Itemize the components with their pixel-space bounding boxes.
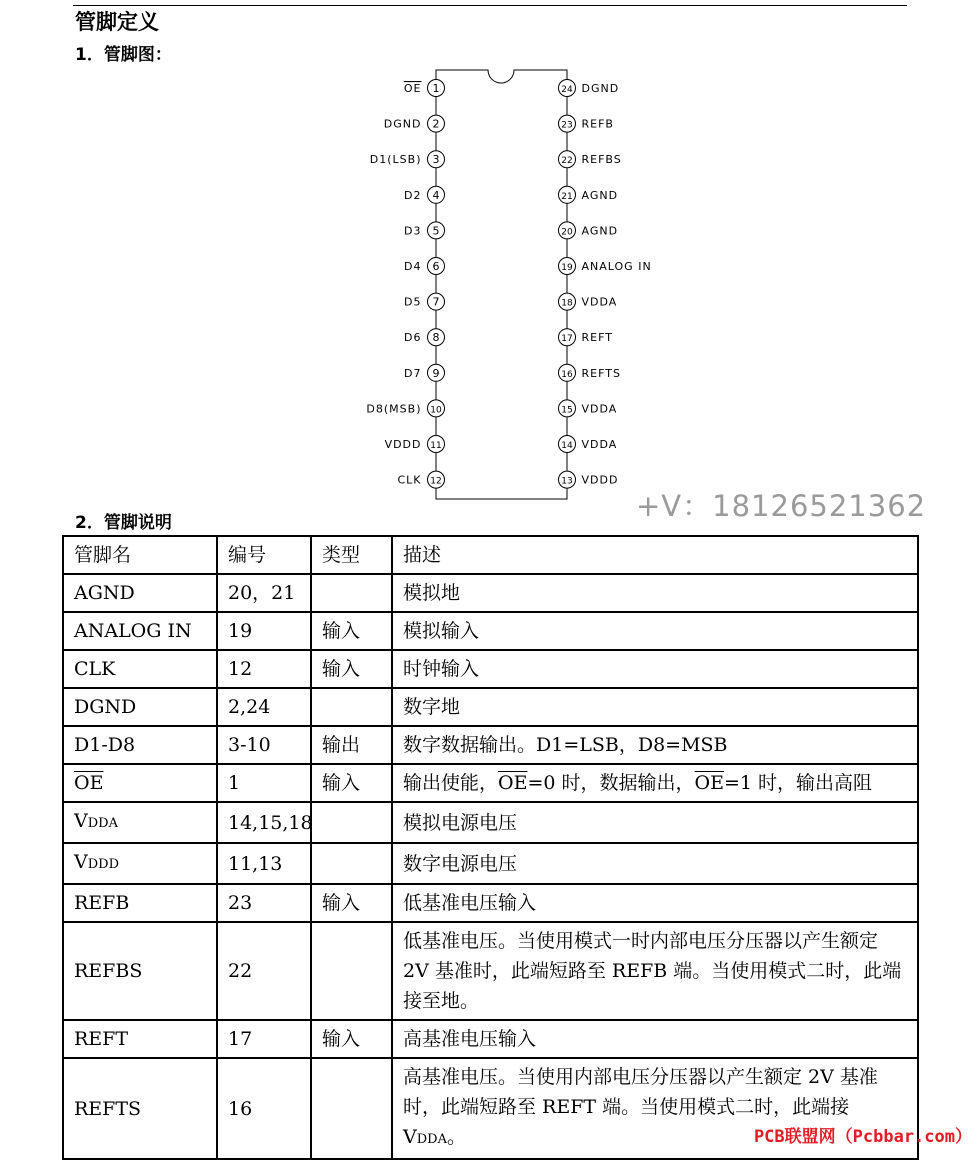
pin-label-9: D7 — [404, 366, 422, 380]
pin-number-20: 20 — [561, 227, 573, 238]
pin-number-9: 9 — [432, 366, 440, 380]
pin-number: 16 — [217, 1058, 311, 1159]
pin-number-2: 2 — [432, 117, 440, 131]
pin-label-18: VDDA — [581, 295, 618, 309]
pin-name: AGND — [63, 574, 217, 612]
pin-type — [311, 802, 392, 843]
pin-number: 19 — [217, 612, 311, 650]
pin-label-6: D4 — [404, 260, 422, 273]
table-row — [63, 764, 918, 802]
desc-overlined: $\overline{OE}$ — [498, 772, 528, 794]
pin-number-10: 10 — [430, 405, 442, 416]
pin-number: 11,13 — [217, 843, 311, 884]
pin-number-15: 15 — [561, 405, 573, 416]
pin-number: 23 — [217, 884, 311, 922]
pin-label-21: AGND — [581, 188, 619, 202]
pin-type: 输入 — [311, 884, 392, 922]
pin-name-sub: DDA — [87, 816, 118, 831]
pin-desc: 高基准电压输入 — [392, 1020, 918, 1058]
pin-type: 输入 — [311, 764, 392, 802]
pin-name — [63, 802, 217, 843]
pin-number: 3-10 — [217, 726, 311, 764]
pin-desc: 低基准电压输入 — [392, 884, 918, 922]
pin-label-8: D6 — [404, 331, 422, 345]
subsection-pin-diagram-title: 1．管脚图： — [75, 45, 172, 65]
pin-label-13: VDDD — [581, 473, 619, 487]
pin-desc — [392, 764, 918, 802]
desc-part: =0 时，数据输出， — [527, 772, 695, 794]
pin-label-11: VDDD — [384, 438, 422, 451]
desc-part: 输出使能， — [403, 772, 499, 794]
desc-part: 高基准电压。当使用内部电压分压器以产生额定 2V 基准时，此端短路至 REFT 端。当使用模式二时，此端接 — [403, 1066, 878, 1118]
pin-label-4: D2 — [404, 188, 422, 202]
pin-desc: 数字电源电压 — [392, 843, 918, 884]
pin-number-14: 14 — [561, 441, 573, 451]
pin-number-22: 22 — [561, 156, 573, 167]
table-row — [63, 688, 918, 726]
table-row — [63, 802, 918, 843]
desc-sub: DDA — [416, 1132, 447, 1147]
pin-label-1: OE — [403, 82, 422, 95]
table-row — [63, 726, 918, 764]
pin-type: 输入 — [311, 1020, 392, 1058]
desc-part: 。 — [446, 1126, 466, 1148]
pin-desc: 数字地 — [392, 688, 918, 726]
pin-number-3: 3 — [432, 153, 440, 167]
pin-name: ANALOG IN — [63, 612, 217, 650]
pin-name: DGND — [63, 688, 217, 726]
chip-outline — [436, 70, 567, 499]
pin-label-12: CLK — [397, 473, 422, 487]
pin-type — [311, 688, 392, 726]
pin-type: 输入 — [311, 612, 392, 650]
pin-number-13: 13 — [561, 476, 573, 487]
desc-overlined: $\overline{OE}$ — [694, 772, 724, 794]
pin-desc: 模拟输入 — [392, 612, 918, 650]
pin-number-19: 19 — [561, 263, 573, 273]
header-pin-type: 类型 — [311, 536, 392, 574]
pin-number: 17 — [217, 1020, 311, 1058]
pin-label-3: D1(LSB) — [369, 153, 422, 167]
table-row — [63, 1020, 918, 1058]
pin-label-5: D3 — [404, 224, 422, 238]
pin-name: CLK — [63, 650, 217, 688]
pin-number: 22 — [217, 922, 311, 1020]
pin-number-17: 17 — [561, 334, 573, 345]
pin-label-10: D8(MSB) — [366, 402, 422, 416]
pin-type — [311, 843, 392, 884]
pin-number-8: 8 — [432, 331, 440, 345]
pin-label-20: AGND — [581, 224, 619, 238]
pin-number-12: 12 — [430, 476, 442, 487]
table-row — [63, 884, 918, 922]
pin-desc: 模拟电源电压 — [392, 802, 918, 843]
pin-desc: 模拟地 — [392, 574, 918, 612]
pin-table — [62, 535, 919, 1160]
pin-label-23: REFB — [581, 117, 614, 131]
pin-label-7: D5 — [404, 295, 422, 309]
pin-type — [311, 574, 392, 612]
pin-number-4: 4 — [432, 188, 440, 202]
section-title: 管脚定义 — [75, 10, 159, 34]
pin-name — [63, 843, 217, 884]
pin-number: 12 — [217, 650, 311, 688]
desc-part: V — [403, 1126, 417, 1148]
pin-name: REFT — [63, 1020, 217, 1058]
pin-name-overlined: $\overline{OE}$ — [74, 772, 104, 794]
pin-label-15: VDDA — [581, 402, 618, 416]
pin-number-23: 23 — [561, 120, 573, 131]
right-pins — [559, 80, 652, 489]
pin-type — [311, 922, 392, 1020]
desc-part: =1 时，输出高阻 — [723, 772, 873, 794]
pin-name: REFBS — [63, 922, 217, 1020]
table-row — [63, 922, 918, 1020]
pin-label-16: REFTS — [581, 366, 621, 380]
pin-label-24: DGND — [581, 82, 620, 95]
pin-number-5: 5 — [432, 224, 440, 238]
pin-number: 2,24 — [217, 688, 311, 726]
pin-name-main: V — [74, 851, 88, 873]
header-pin-number: 编号 — [217, 536, 311, 574]
table-header-row — [63, 536, 918, 574]
pin-type: 输出 — [311, 726, 392, 764]
pin-name: REFB — [63, 884, 217, 922]
pin-name-sub: DDD — [87, 857, 120, 872]
pin-label-22: REFBS — [581, 153, 622, 167]
pin-number-24: 24 — [561, 85, 573, 95]
footer-watermark: PCB联盟网（Pcbbar.com） — [753, 1127, 972, 1147]
header-pin-desc: 描述 — [392, 536, 918, 574]
pin-desc: 时钟输入 — [392, 650, 918, 688]
pin-type: 输入 — [311, 650, 392, 688]
pin-label-17: REFT — [581, 331, 613, 345]
header-pin-name: 管脚名 — [63, 536, 217, 574]
pin-name-main: V — [74, 810, 88, 832]
pin-number-21: 21 — [561, 191, 573, 202]
pin-label-14: VDDA — [581, 438, 618, 451]
pin-name: REFTS — [63, 1058, 217, 1159]
pin-number-7: 7 — [432, 295, 440, 309]
pin-number-1: 1 — [432, 82, 440, 95]
pin-name — [63, 764, 217, 802]
pin-label-19: ANALOG IN — [581, 260, 652, 273]
pin-number: 1 — [217, 764, 311, 802]
pin-number-11: 11 — [430, 441, 442, 451]
pin-number-6: 6 — [432, 260, 440, 273]
table-row — [63, 612, 918, 650]
subsection-pin-table-title: 2．管脚说明 — [75, 513, 172, 533]
pin-number: 14,15,18 — [217, 802, 311, 843]
pin-type — [311, 1058, 392, 1159]
table-row — [63, 574, 918, 612]
pin-desc: 低基准电压。当使用模式一时内部电压分压器以产生额定 2V 基准时，此端短路至 REFB 端。当使用模式二时，此端接至地。 — [392, 922, 918, 1020]
watermark-text: +V：18126521362 — [636, 489, 927, 523]
table-row — [63, 843, 918, 884]
pin-diagram — [0, 0, 980, 520]
left-pins — [366, 80, 444, 489]
pin-number-16: 16 — [561, 369, 573, 380]
table-row — [63, 650, 918, 688]
pin-number: 20，21 — [217, 574, 311, 612]
pin-name: D1-D8 — [63, 726, 217, 764]
pin-number-18: 18 — [561, 298, 573, 309]
pin-label-2: DGND — [383, 117, 422, 131]
pin-desc: 数字数据输出。D1=LSB，D8=MSB — [392, 726, 918, 764]
